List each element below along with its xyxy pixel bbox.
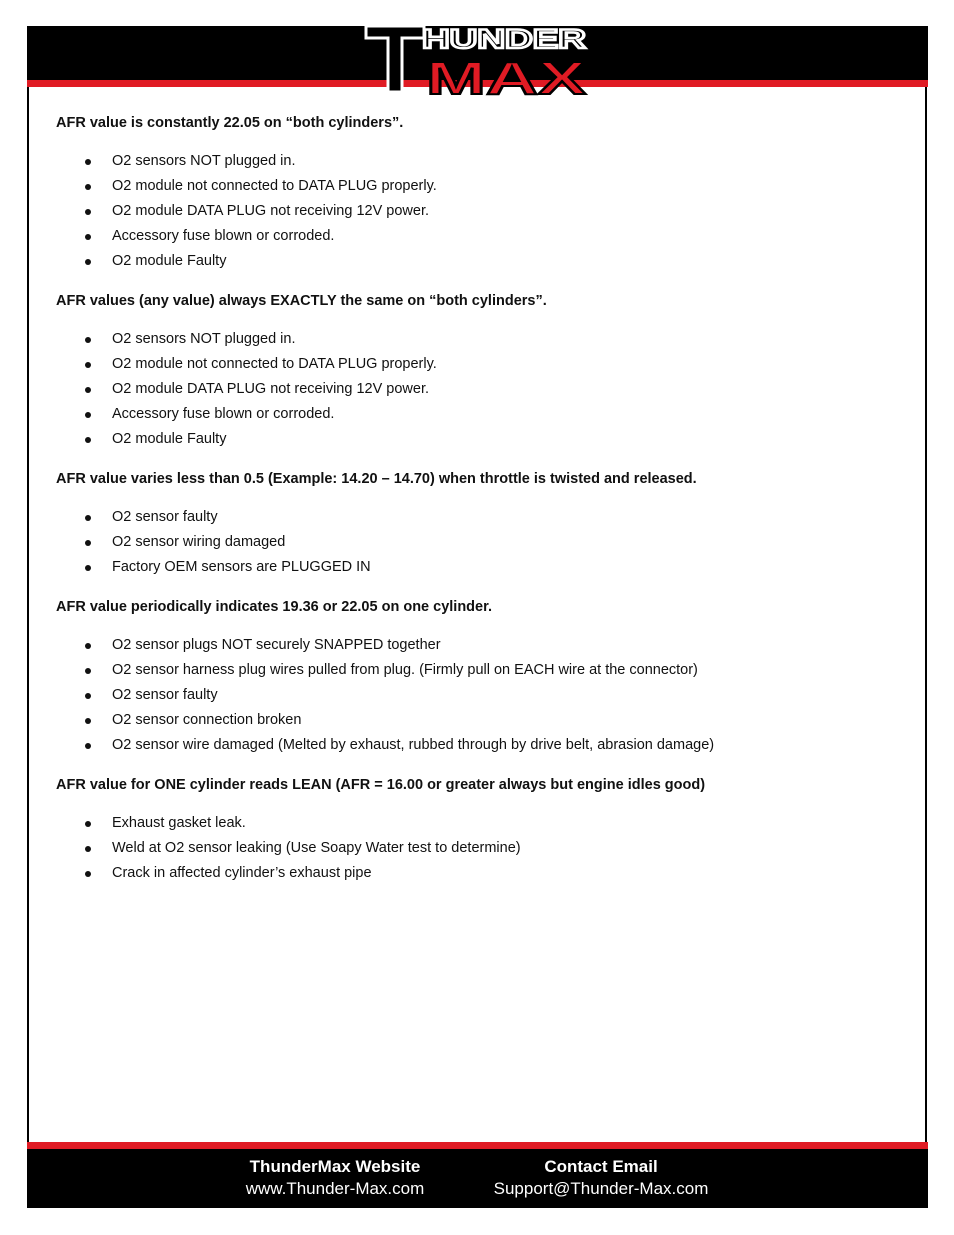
list-item [56,352,916,377]
bullet-icon [85,234,91,240]
list-item-text: Factory OEM sensors are PLUGGED IN [112,559,371,575]
section [56,290,916,452]
list-item [56,708,916,733]
website-heading: ThunderMax Website [249,1157,421,1176]
list-item-text: O2 sensors NOT plugged in. [112,331,296,347]
footer-contact [470,1156,732,1200]
section-heading: AFR value periodically indicates 19.36 or 22.05 on one cylinder. [56,599,492,615]
list-item [56,224,916,249]
list-item [56,633,916,658]
list-item [56,658,916,683]
list-item-text: Weld at O2 sensor leaking (Use Soapy Water test to determine) [112,840,521,856]
bullet-list [56,633,916,758]
bullet-icon [85,565,91,571]
thundermax-logo [362,18,590,98]
bullet-icon [85,515,91,521]
list-item [56,149,916,174]
section [56,468,916,580]
list-item [56,402,916,427]
list-item-text: Accessory fuse blown or corroded. [112,406,335,422]
bullet-icon [85,718,91,724]
bullet-icon [85,259,91,265]
troubleshooting-content [56,112,916,902]
list-item [56,174,916,199]
logo-line1: HUNDER [422,24,586,54]
list-item [56,861,916,886]
list-item-text: O2 sensor harness plug wires pulled from plug. (Firmly pull on EACH wire at the connector) [112,662,698,678]
list-item [56,811,916,836]
list-item-text: O2 sensor plugs NOT securely SNAPPED together [112,637,441,653]
footer-website [200,1156,470,1200]
bullet-list [56,505,916,580]
list-item-text: Crack in affected cylinder’s exhaust pipe [112,865,372,881]
list-item [56,836,916,861]
bullet-icon [85,362,91,368]
bullet-icon [85,871,91,877]
list-item-text: O2 module not connected to DATA PLUG properly. [112,356,437,372]
list-item [56,427,916,452]
bullet-icon [85,643,91,649]
logo-line2: MAX [426,52,587,98]
list-item-text: Exhaust gasket leak. [112,815,246,831]
list-item-text: O2 module Faulty [112,253,227,269]
list-item-text: O2 module Faulty [112,431,227,447]
section-heading: AFR value varies less than 0.5 (Example: 14.20 – 14.70) when throttle is twisted and released. [56,471,697,487]
bullet-icon [85,159,91,165]
footer-red-stripe [27,1142,928,1149]
list-item-text: O2 sensor faulty [112,509,218,525]
bullet-icon [85,209,91,215]
bullet-icon [85,668,91,674]
list-item-text: O2 sensor faulty [112,687,218,703]
list-item-text: O2 sensor connection broken [112,712,302,728]
bullet-list [56,327,916,452]
list-item-text: O2 sensor wiring damaged [112,534,286,550]
bullet-icon [85,693,91,699]
bullet-list [56,811,916,886]
bullet-icon [85,846,91,852]
list-item [56,555,916,580]
list-item [56,733,916,758]
list-item [56,505,916,530]
list-item-text: O2 module DATA PLUG not receiving 12V power. [112,203,430,219]
section-heading: AFR value for ONE cylinder reads LEAN (AFR = 16.00 or greater always but engine idles good) [56,777,706,793]
list-item-text: O2 sensor wire damaged (Melted by exhaust, rubbed through by drive belt, abrasion damage) [112,737,715,753]
list-item [56,327,916,352]
bullet-icon [85,437,91,443]
bullet-icon [85,184,91,190]
section-heading: AFR value is constantly 22.05 on “both cylinders”. [56,115,404,131]
bullet-icon [85,387,91,393]
bullet-icon [85,337,91,343]
section [56,596,916,758]
bullet-icon [85,412,91,418]
section [56,774,916,886]
section [56,112,916,274]
bullet-icon [85,743,91,749]
list-item [56,249,916,274]
list-item-text: O2 sensors NOT plugged in. [112,153,296,169]
list-item [56,530,916,555]
section-heading: AFR values (any value) always EXACTLY the same on “both cylinders”. [56,293,547,309]
list-item [56,377,916,402]
bullet-icon [85,821,91,827]
list-item [56,683,916,708]
contact-email[interactable]: Support@Thunder-Max.com [493,1179,709,1198]
list-item-text: Accessory fuse blown or corroded. [112,228,335,244]
list-item [56,199,916,224]
contact-heading: Contact Email [544,1157,658,1176]
list-item-text: O2 module not connected to DATA PLUG properly. [112,178,437,194]
list-item-text: O2 module DATA PLUG not receiving 12V power. [112,381,430,397]
bullet-list [56,149,916,274]
website-url[interactable]: www.Thunder-Max.com [245,1179,425,1198]
bullet-icon [85,540,91,546]
